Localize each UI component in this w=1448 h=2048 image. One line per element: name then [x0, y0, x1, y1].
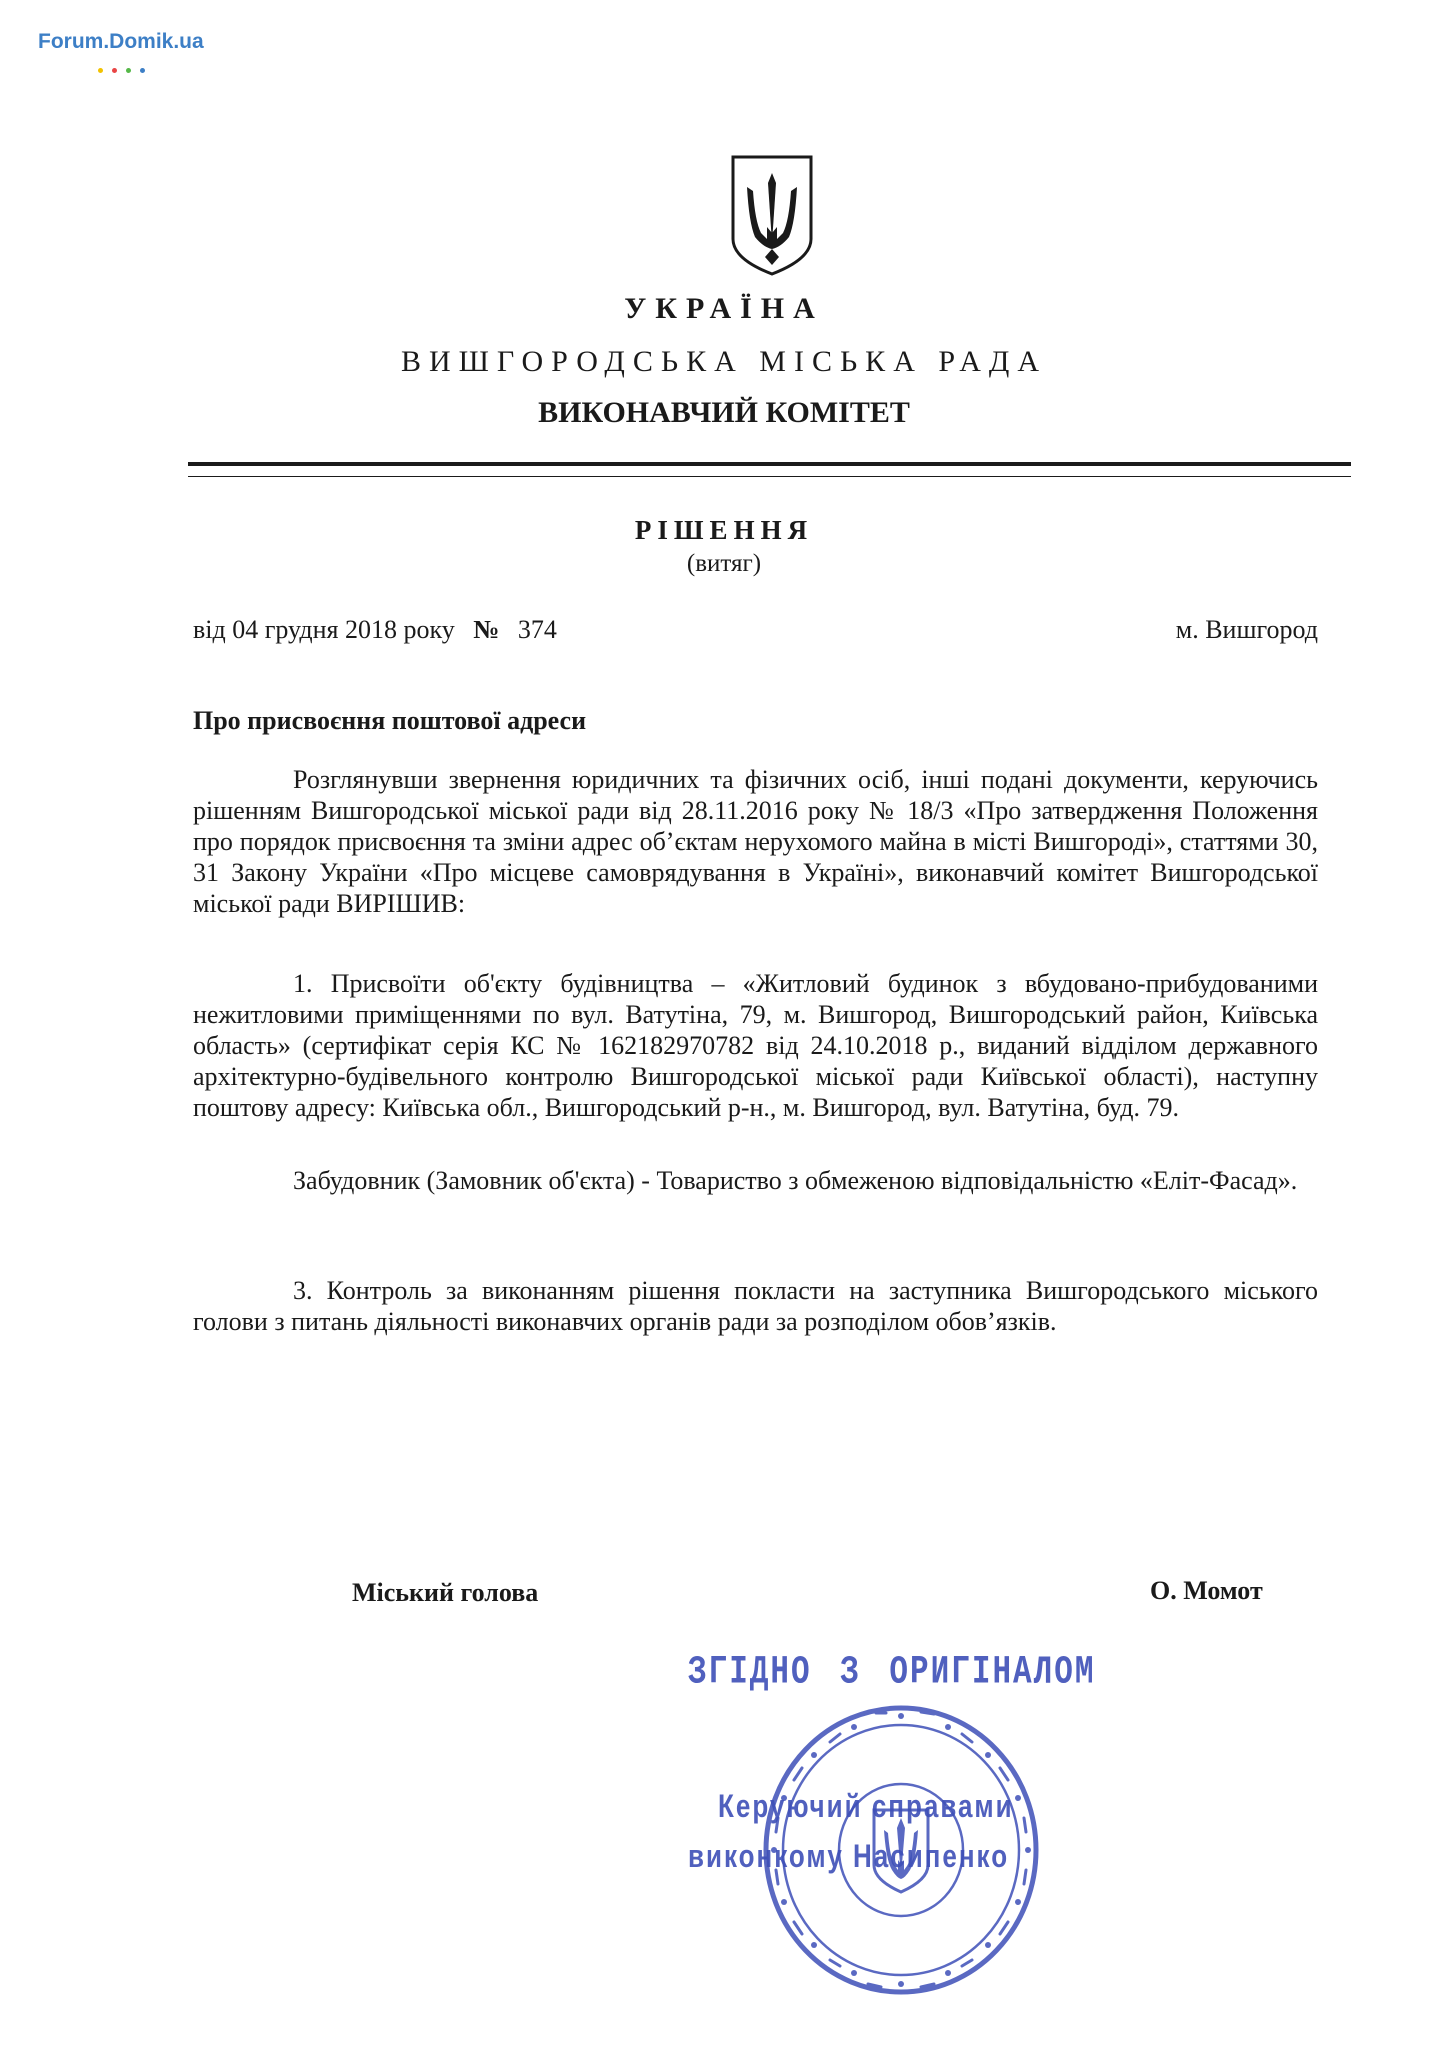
header-country: УКРАЇНА [624, 292, 824, 325]
watermark-dots [98, 60, 154, 78]
decision-city: м. Вишгород [1175, 615, 1318, 644]
watermark-dot [140, 68, 145, 73]
paragraph-developer: Забудовник (Замовник об'єкта) - Товариство з обмеженою відповідальністю «Еліт-Фасад». [293, 1166, 1298, 1195]
decision-date-number [193, 615, 569, 645]
decision-subtitle: (витяг) [686, 550, 762, 577]
paragraph-item-3: 3. Контроль за виконанням рішення покласти на заступника Вишгородського міського голови з питань діяльності виконавчих органів ради за розподілом обов’язків. [193, 1276, 1318, 1336]
paragraph-item-1: 1. Присвоїти об'єкту будівництва – «Житловий будинок з вбудовано-прибудованими нежитловими приміщеннями по вул. Ватутіна, 79, м. Вишгород, Вишгородський район, Київська область» (сертифікат серія КС № 162182970782 від 24.10.2018 р., виданий відділом державного архітектурно-будівельного контролю Вишгородської міської ради Київської області), наступну поштову адресу: Київська обл., Вишгородський р-н., м. Вишгород, вул. Ватутіна, буд. 79. [193, 969, 1318, 1122]
trident-coat-of-arms-icon [727, 153, 817, 278]
decision-dateline [193, 615, 1318, 645]
watermark-dot [126, 68, 131, 73]
header-committee: ВИКОНАВЧИЙ КОМІТЕТ [538, 396, 910, 429]
watermark-dot [98, 68, 103, 73]
stamp-signatory-title: Керуючий справами [718, 1787, 1014, 1825]
copy-certification-stamp: ЗГІДНО З ОРИГІНАЛОМ [688, 1650, 1096, 1696]
header-council: ВИШГОРОДСЬКА МІСЬКА РАДА [400, 345, 1047, 378]
stamp-signatory-name: виконкому Насипенко [688, 1837, 1010, 1875]
watermark-dot [112, 68, 117, 73]
watermark-logo: Forum.Domik.ua [38, 30, 204, 53]
signature-name: О. Момот [1150, 1576, 1263, 1605]
decision-subject: Про присвоєння поштової адреси [193, 706, 587, 735]
decision-number-sign: № [473, 615, 500, 644]
decision-number: 374 [517, 615, 557, 644]
decision-title: РІШЕННЯ [634, 515, 814, 545]
decision-date: від 04 грудня 2018 року [193, 615, 455, 644]
signature-title: Міський голова [352, 1578, 539, 1607]
header-divider-thick [188, 462, 1351, 466]
header-divider-thin [188, 476, 1351, 477]
paragraph-preamble: Розглянувши звернення юридичних та фізичних осіб, інші подані документи, керуючись рішенням Вишгородської міської ради від 28.11.2016 року № 18/3 «Про затвердження Положення про порядок присвоєння та зміни адрес об’єктам нерухомого майна в місті Вишгороді», статтями 30, 31 Закону України «Про місцеве самоврядування в Україні», виконавчий комітет Вишгородської міської ради ВИРІШИВ: [193, 765, 1318, 918]
